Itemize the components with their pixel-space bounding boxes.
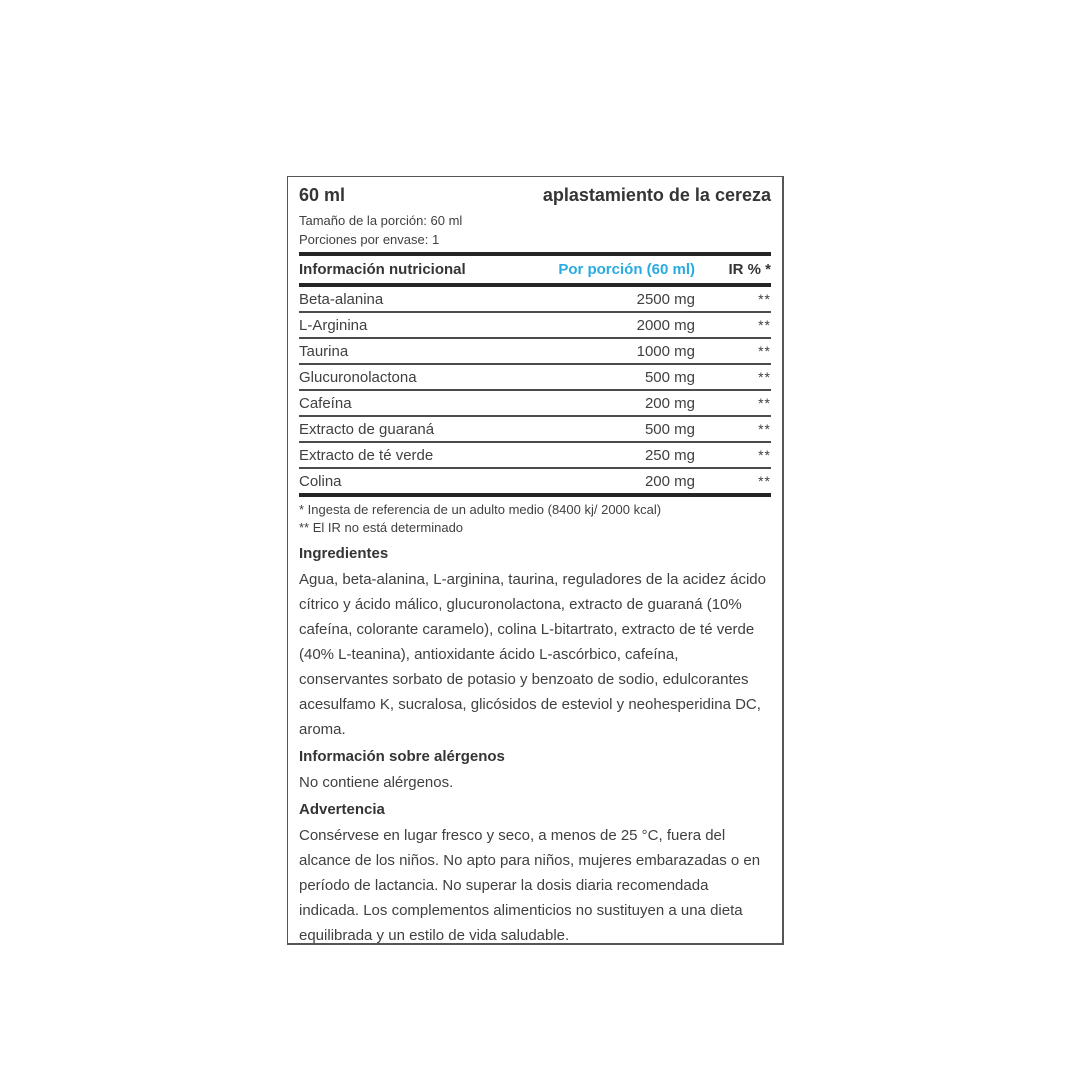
label-title-row — [299, 183, 771, 207]
serving-size-line: Tamaño de la porción: 60 ml — [299, 213, 463, 228]
table-row — [299, 417, 771, 443]
nutrient-ir-value: ** — [758, 421, 771, 437]
servings-per-container-line: Porciones por envase: 1 — [299, 232, 440, 247]
table-row — [299, 365, 771, 391]
header-per-serving: Por porción (60 ml) — [558, 261, 695, 278]
ingredients-title: Ingredientes — [299, 545, 389, 562]
nutrient-amount: 200 mg — [644, 472, 695, 490]
nutrient-name: Beta-alanina — [299, 290, 384, 308]
nutrient-name: Extracto de té verde — [299, 446, 434, 464]
table-row — [299, 339, 771, 365]
nutrient-name: Extracto de guaraná — [299, 420, 435, 438]
warning-title: Advertencia — [299, 801, 385, 818]
nutrient-name: L-Arginina — [299, 316, 368, 334]
nutrient-name: Cafeína — [299, 394, 352, 412]
header-nutrition-info: Información nutricional — [299, 261, 466, 278]
nutrient-ir-value: ** — [758, 369, 771, 385]
nutrient-amount: 1000 mg — [636, 342, 695, 360]
footnote-ir-undetermined: ** El IR no está determinado — [299, 520, 464, 535]
nutrient-amount: 500 mg — [644, 368, 695, 386]
nutrient-ir-value: ** — [758, 395, 771, 411]
nutrition-label — [287, 176, 784, 945]
nutrition-table-header — [299, 256, 771, 283]
nutrient-ir-value: ** — [758, 473, 771, 489]
header-ir-percent: IR % * — [728, 261, 771, 278]
table-row — [299, 391, 771, 417]
nutrient-amount: 250 mg — [644, 446, 695, 464]
nutrition-table-rows — [299, 287, 771, 493]
nutrient-ir-value: ** — [758, 447, 771, 463]
table-row — [299, 287, 771, 313]
nutrient-ir-value: ** — [758, 343, 771, 359]
nutrient-name: Taurina — [299, 342, 349, 360]
nutrient-ir-value: ** — [758, 291, 771, 307]
nutrient-amount: 2000 mg — [636, 316, 695, 334]
flavor-label: aplastamiento de la cereza — [542, 185, 771, 205]
warning-body: Consérvese en lugar fresco y seco, a menos de 25 °C, fuera del alcance de los niños. No apto para niños, mujeres embarazadas o en período de lactancia. No superar la dosis diaria recomendada indicada. Los complementos alimenticios no sustituyen a una dieta equilibrada y un estilo de vida saludable. — [299, 827, 761, 944]
nutrient-name: Colina — [299, 472, 342, 490]
table-row — [299, 443, 771, 469]
table-row — [299, 469, 771, 493]
volume-label: 60 ml — [299, 185, 346, 205]
ingredients-body: Agua, beta-alanina, L-arginina, taurina, reguladores de la acidez ácido cítrico y ácido málico, glucuronolactona, extracto de guaraná (10% cafeína, colorante caramelo), colina L-bitartrato, extracto de té verde (40% L-teanina), antioxidante ácido L-ascórbico, cafeína, conservantes sorbato de potasio y benzoato de sodio, edulcorantes acesulfamo K, sucralosa, glicósidos de esteviol y neohesperidina DC, aroma. — [299, 571, 766, 738]
nutrient-amount: 200 mg — [644, 394, 695, 412]
allergens-body: No contiene alérgenos. — [299, 774, 454, 791]
allergens-title: Información sobre alérgenos — [299, 748, 505, 765]
nutrient-ir-value: ** — [758, 317, 771, 333]
footnote-reference-intake: * Ingesta de referencia de un adulto medio (8400 kj/ 2000 kcal) — [299, 502, 662, 517]
nutrient-amount: 2500 mg — [636, 290, 695, 308]
nutrient-amount: 500 mg — [644, 420, 695, 438]
nutrient-name: Glucuronolactona — [299, 368, 417, 386]
footnotes — [299, 497, 771, 539]
table-row — [299, 313, 771, 339]
